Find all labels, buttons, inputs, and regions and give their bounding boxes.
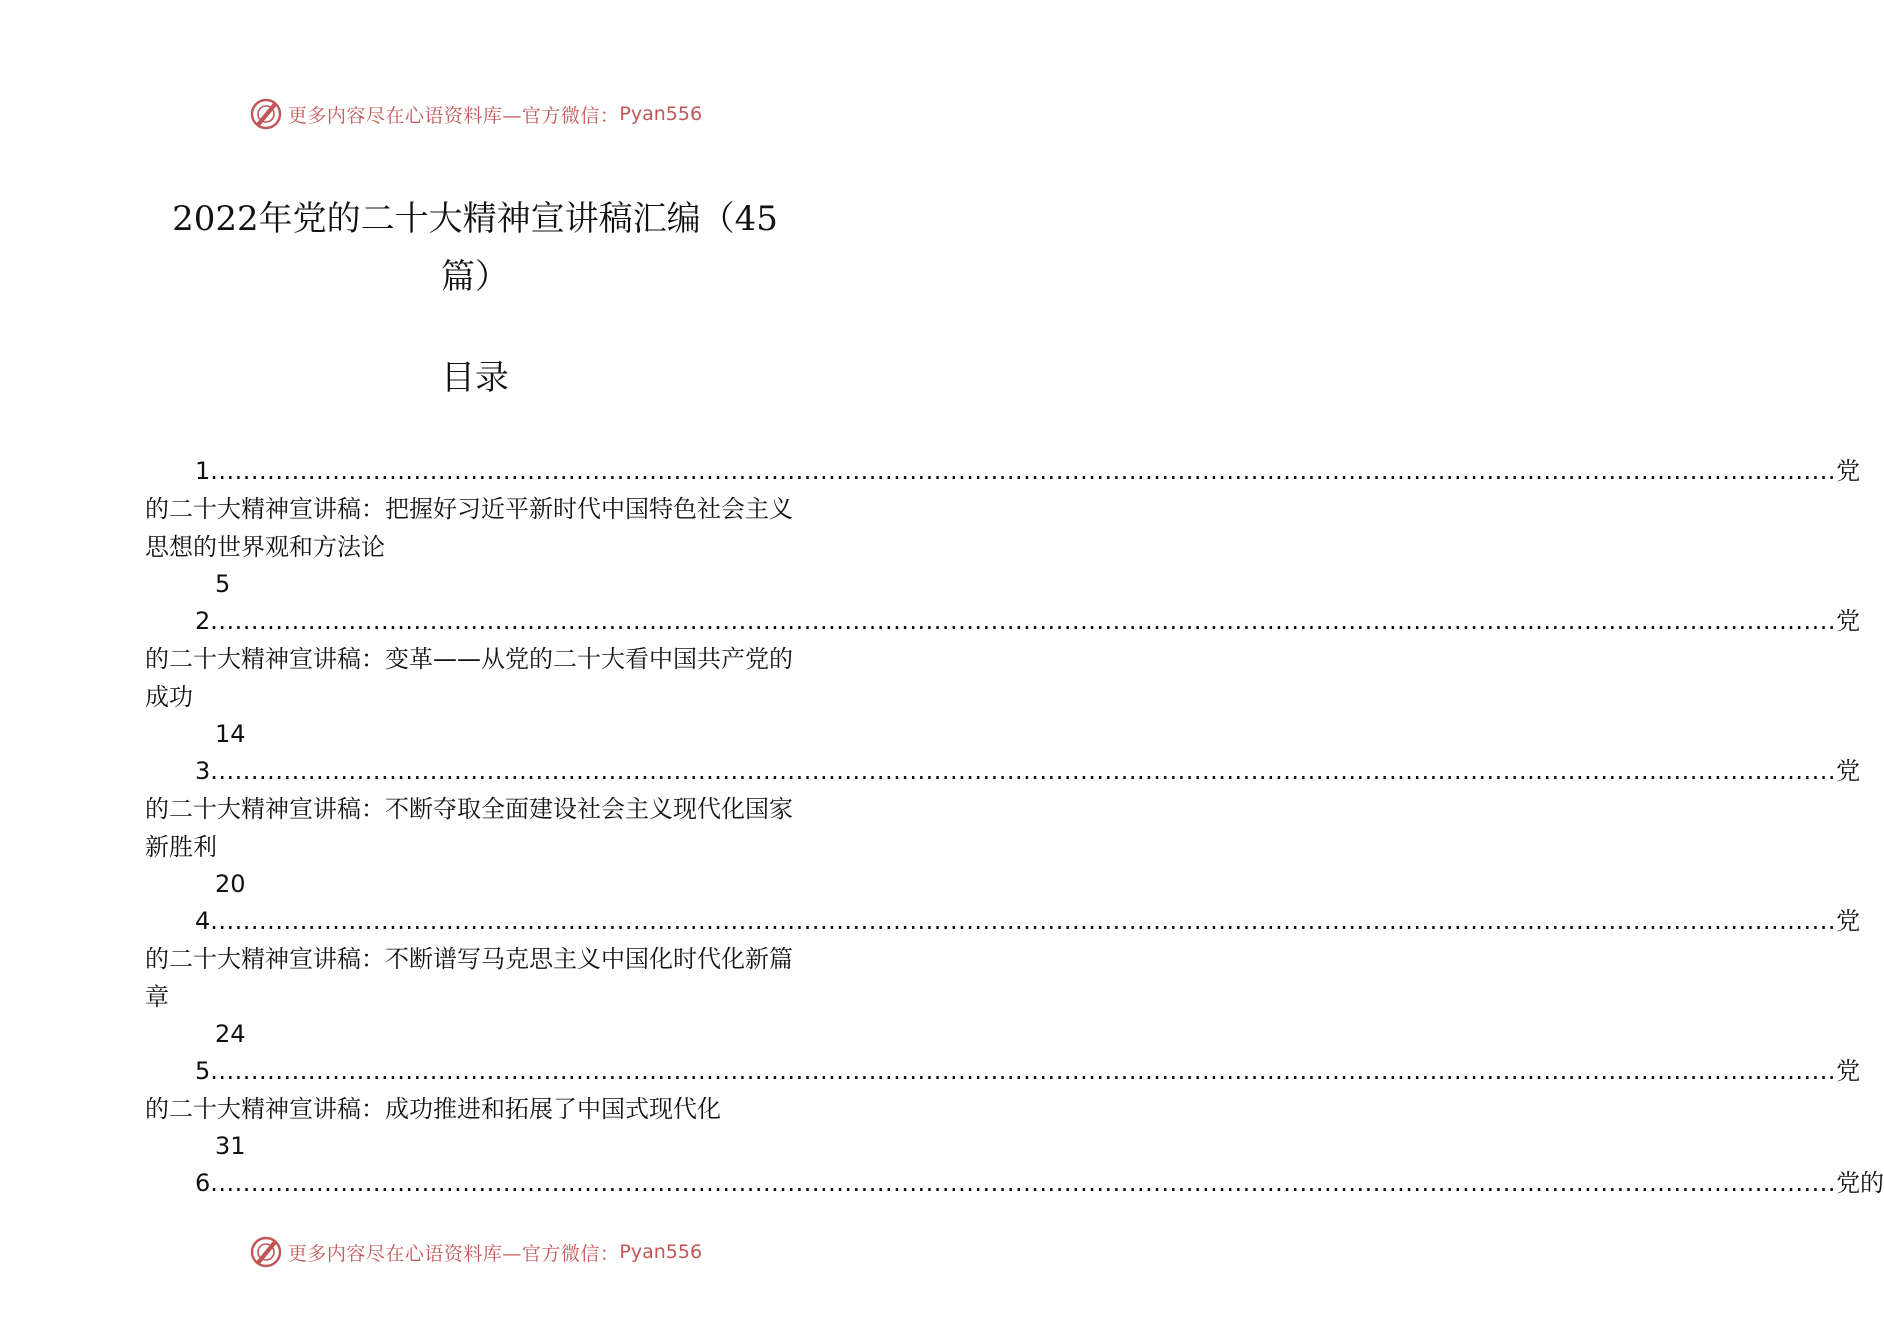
toc-entry-number: 5 bbox=[195, 1057, 211, 1085]
toc-entry-page: 5 bbox=[215, 570, 231, 598]
toc-dot-leader: ........................................................................................................................................................................................................ bbox=[210, 1169, 1837, 1197]
toc-entry[interactable] bbox=[145, 602, 1861, 752]
toc-dot-leader: ........................................................................................................................................................................................................ bbox=[210, 757, 1837, 785]
logo-icon bbox=[248, 96, 284, 132]
toc-entry-tail: 党 bbox=[1836, 1057, 1861, 1085]
toc-entry-number: 4 bbox=[195, 907, 211, 935]
toc-entry[interactable] bbox=[145, 902, 1861, 1052]
document-title: 2022年党的二十大精神宣讲稿汇编（45篇） bbox=[172, 199, 778, 297]
watermark-banner-top bbox=[0, 94, 950, 134]
toc-entry-number: 1 bbox=[195, 457, 211, 485]
logo-icon bbox=[248, 1234, 284, 1270]
watermark-banner-bottom bbox=[0, 1232, 950, 1272]
toc-entry-title: 的二十大精神宣讲稿：把握好习近平新时代中国特色社会主义思想的世界观和方法论 bbox=[145, 495, 793, 561]
watermark-text: 更多内容尽在心语资料库—官方微信： bbox=[287, 1242, 620, 1265]
toc-entry-tail: 党 bbox=[1836, 907, 1861, 935]
toc-entry-lead bbox=[195, 1164, 1884, 1202]
toc-entry-number: 3 bbox=[195, 757, 211, 785]
toc-entry-page: 14 bbox=[215, 720, 246, 748]
watermark-text: 更多内容尽在心语资料库—官方微信： bbox=[287, 104, 620, 127]
toc-heading: 目录 bbox=[441, 358, 509, 398]
toc-entry-lead bbox=[195, 1052, 1861, 1090]
toc-entry-number: 6 bbox=[195, 1169, 211, 1197]
table-of-contents bbox=[145, 452, 1884, 1202]
toc-entry-lead bbox=[195, 452, 1861, 490]
toc-entry[interactable] bbox=[145, 752, 1861, 902]
toc-entry-tail: 党 bbox=[1836, 457, 1861, 485]
toc-entry-title: 的二十大精神宣讲稿：不断谱写马克思主义中国化时代化新篇章 bbox=[145, 945, 793, 1011]
toc-entry-title: 的二十大精神宣讲稿：成功推进和拓展了中国式现代化 bbox=[145, 1095, 721, 1123]
toc-entry-page: 24 bbox=[215, 1020, 246, 1048]
toc-entry-lead bbox=[195, 602, 1861, 640]
toc-dot-leader: ........................................................................................................................................................................................................ bbox=[210, 1057, 1837, 1085]
toc-entry-tail: 党 bbox=[1836, 607, 1861, 635]
toc-entry-page: 20 bbox=[215, 870, 246, 898]
toc-entry-title: 的二十大精神宣讲稿：不断夺取全面建设社会主义现代化国家新胜利 bbox=[145, 795, 793, 861]
toc-dot-leader: ........................................................................................................................................................................................................ bbox=[210, 607, 1837, 635]
watermark-id: Pyan556 bbox=[619, 103, 703, 125]
toc-entry-lead bbox=[195, 902, 1861, 940]
toc-entry[interactable] bbox=[145, 1052, 1861, 1164]
toc-dot-leader: ........................................................................................................................................................................................................ bbox=[210, 457, 1837, 485]
toc-entry-number: 2 bbox=[195, 607, 211, 635]
toc-entry-title: 的二十大精神宣讲稿：变革——从党的二十大看中国共产党的成功 bbox=[145, 645, 793, 711]
toc-entry-lead bbox=[195, 752, 1861, 790]
watermark-id: Pyan556 bbox=[619, 1241, 703, 1263]
toc-entry[interactable] bbox=[145, 452, 1861, 602]
toc-entry-tail: 党 bbox=[1836, 757, 1861, 785]
toc-entry[interactable] bbox=[145, 1164, 1884, 1202]
toc-dot-leader: ........................................................................................................................................................................................................ bbox=[210, 907, 1837, 935]
toc-entry-tail: 党的 bbox=[1836, 1169, 1884, 1197]
toc-entry-page: 31 bbox=[215, 1132, 246, 1160]
